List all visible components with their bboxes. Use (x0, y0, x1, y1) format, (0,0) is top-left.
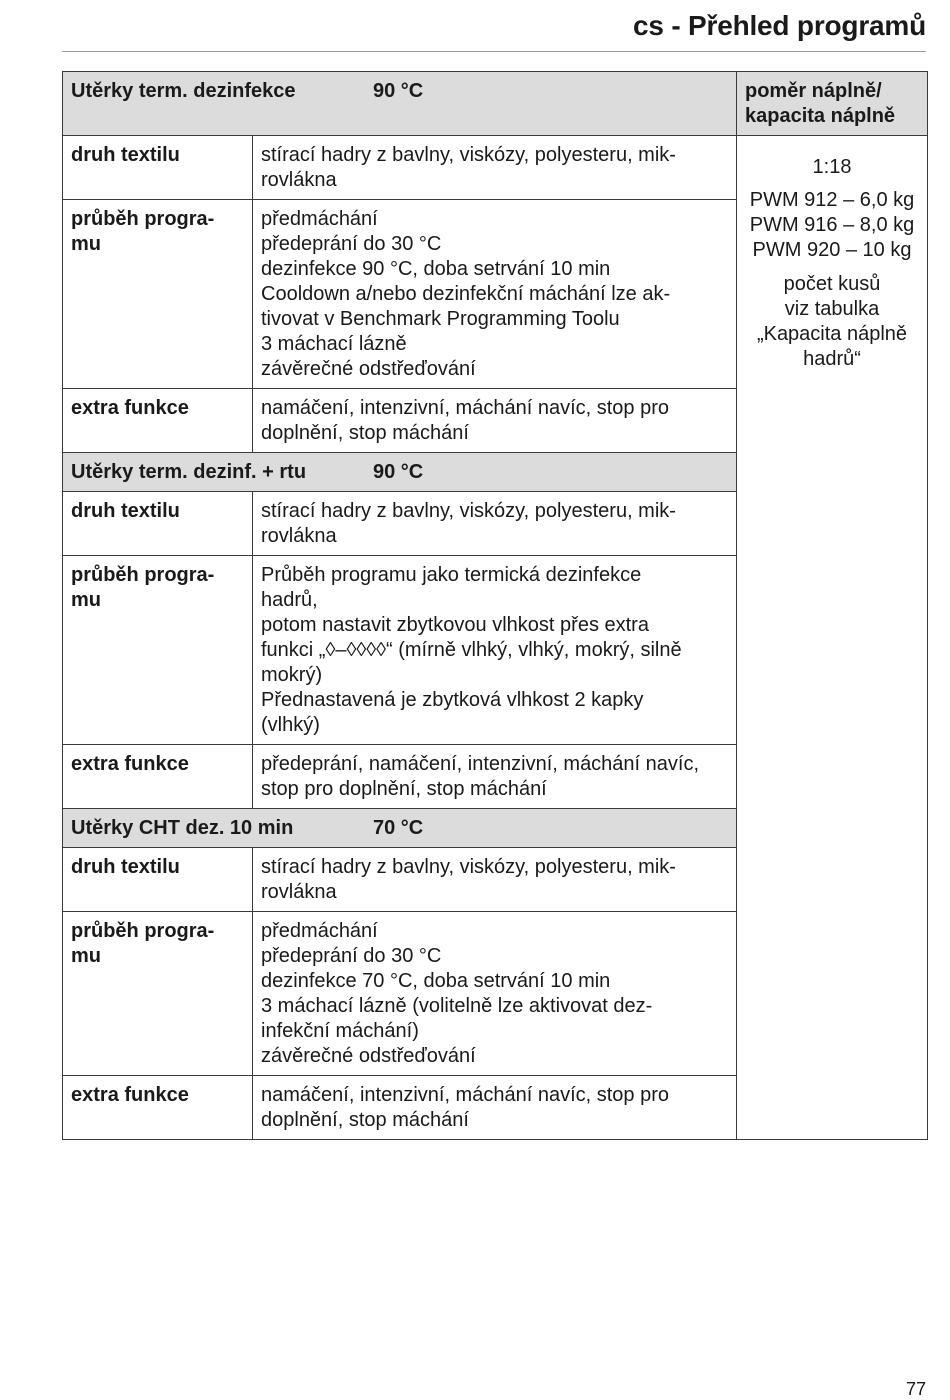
row-value-line: Průběh programu jako termická dezinfekce (261, 564, 642, 586)
row-value (253, 912, 737, 1076)
table-row (63, 136, 928, 200)
row-value-line: potom nastavit zbytkovou vlhkost přes extra (261, 614, 649, 636)
row-label (63, 136, 253, 200)
machine-capacity: PWM 920 – 10 kg (752, 239, 912, 261)
row-label (63, 1076, 253, 1140)
capacity-note: počet kusů (783, 273, 881, 295)
row-value-line: stírací hadry z bavlny, viskózy, polyesteru, mik- (261, 500, 676, 522)
row-value (253, 745, 737, 809)
row-value-line: 3 máchací lázně (volitelně lze aktivovat dez- (261, 995, 653, 1017)
row-value (253, 848, 737, 912)
row-value (253, 389, 737, 453)
row-value-line: předeprání do 30 °C (261, 945, 442, 967)
ratio-capacity-header (737, 72, 928, 136)
row-value-line: předeprání do 30 °C (261, 233, 442, 255)
row-label (63, 848, 253, 912)
row-value-line: namáčení, intenzivní, máchání navíc, stop pro (261, 397, 669, 419)
row-label-line: extra funkce (71, 397, 189, 419)
row-value-line: Cooldown a/nebo dezinfekční máchání lze ak- (261, 283, 671, 305)
row-value-line: hadrů, (261, 589, 318, 611)
capacity-note: viz tabulka (784, 298, 880, 320)
row-value-line: rovlákna (261, 169, 337, 191)
program-overview-table (62, 71, 928, 1140)
row-value-line: stírací hadry z bavlny, viskózy, polyesteru, mik- (261, 144, 676, 166)
row-label (63, 556, 253, 745)
row-label-line: mu (71, 233, 101, 255)
page-header-title: cs - Přehled programů (633, 10, 926, 41)
row-value-line: předmáchání (261, 920, 378, 942)
row-value-line: doplnění, stop máchání (261, 1109, 469, 1131)
row-value-line: doplnění, stop máchání (261, 422, 469, 444)
row-value (253, 556, 737, 745)
row-value-line: dezinfekce 70 °C, doba setrvání 10 min (261, 970, 611, 992)
row-value-line: předeprání, namáčení, intenzivní, máchání navíc, (261, 753, 700, 775)
row-value-line: 3 máchací lázně (261, 333, 407, 355)
section-header (63, 72, 737, 136)
section-header (63, 809, 737, 848)
program-name: Utěrky CHT dez. 10 min (71, 817, 294, 839)
row-value (253, 492, 737, 556)
row-label (63, 912, 253, 1076)
row-value-line: (vlhký) (261, 714, 320, 736)
machine-capacity: PWM 912 – 6,0 kg (749, 189, 915, 211)
row-label (63, 492, 253, 556)
row-label-line: mu (71, 945, 101, 967)
page-number: 77 (905, 1379, 926, 1399)
row-label-line: druh textilu (71, 144, 180, 166)
header-rule (62, 51, 926, 52)
row-value (253, 1076, 737, 1140)
row-label (63, 389, 253, 453)
row-value (253, 200, 737, 389)
row-value-line: rovlákna (261, 881, 337, 903)
row-value-line: namáčení, intenzivní, máchání navíc, stop pro (261, 1084, 669, 1106)
row-value-line: dezinfekce 90 °C, doba setrvání 10 min (261, 258, 611, 280)
row-value-line: závěrečné odstřeďování (261, 358, 476, 380)
load-ratio-cell (737, 136, 928, 1140)
ratio-capacity-header-line: poměr náplně/ (745, 80, 882, 102)
row-value-line: stírací hadry z bavlny, viskózy, polyesteru, mik- (261, 856, 676, 878)
program-name: Utěrky term. dezinf. + rtu (71, 461, 307, 483)
section-header (63, 453, 737, 492)
row-value-line: infekční máchání) (261, 1020, 419, 1042)
row-label-line: průběh progra- (71, 564, 215, 586)
row-value-line: funkci „◊–◊◊◊◊“ (mírně vlhký, vlhký, mokrý, silně (261, 639, 682, 661)
program-temperature: 90 °C (373, 80, 424, 102)
capacity-note: „Kapacita náplně (756, 323, 908, 345)
row-value-line: předmáchání (261, 208, 378, 230)
row-label-line: průběh progra- (71, 920, 215, 942)
capacity-note: hadrů“ (803, 348, 861, 370)
program-temperature: 70 °C (373, 817, 424, 839)
section-header-row (63, 72, 928, 136)
row-label-line: druh textilu (71, 856, 180, 878)
spacer (745, 263, 919, 272)
row-value-line: tivovat v Benchmark Programming Toolu (261, 308, 620, 330)
row-value-line: Přednastavená je zbytková vlhkost 2 kapky (261, 689, 644, 711)
row-value-line: závěrečné odstřeďování (261, 1045, 476, 1067)
row-label-line: extra funkce (71, 753, 189, 775)
machine-capacity: PWM 916 – 8,0 kg (749, 214, 915, 236)
row-value-line: stop pro doplnění, stop máchání (261, 778, 547, 800)
load-ratio: 1:18 (812, 156, 852, 178)
row-label-line: mu (71, 589, 101, 611)
row-label (63, 745, 253, 809)
row-value (253, 136, 737, 200)
row-value-line: rovlákna (261, 525, 337, 547)
row-label-line: průběh progra- (71, 208, 215, 230)
row-label-line: druh textilu (71, 500, 180, 522)
program-name: Utěrky term. dezinfekce (71, 80, 296, 102)
row-value-line: mokrý) (261, 664, 323, 686)
ratio-capacity-header-line: kapacita náplně (745, 105, 896, 127)
row-label (63, 200, 253, 389)
row-label-line: extra funkce (71, 1084, 189, 1106)
program-temperature: 90 °C (373, 461, 424, 483)
